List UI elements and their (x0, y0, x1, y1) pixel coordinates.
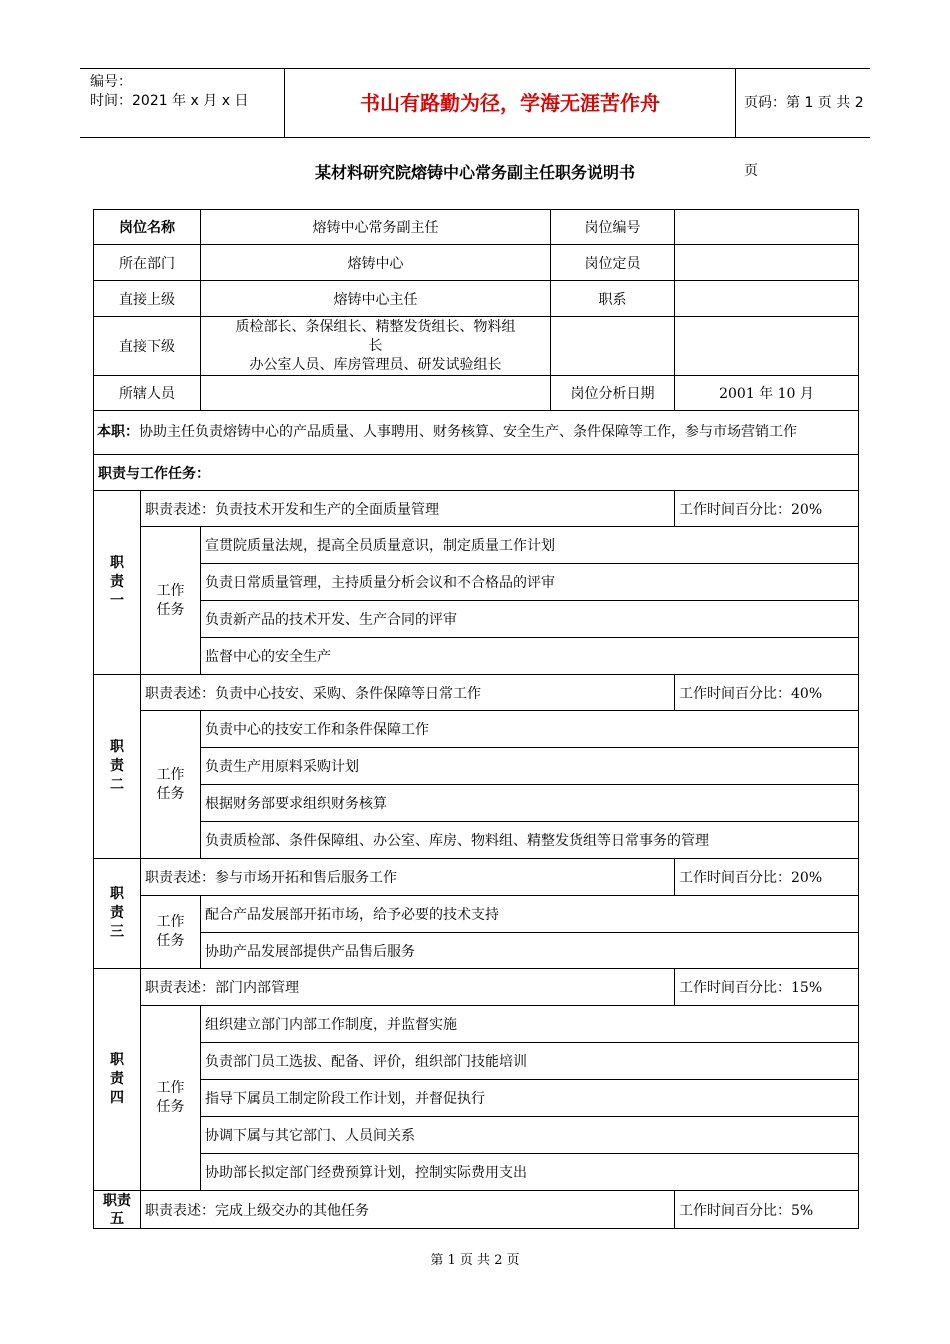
duty-3-task-label (141, 896, 201, 969)
duty-5-pct: 工作时间百分比：5% (675, 1191, 859, 1229)
duty-2-pct: 工作时间百分比：40% (675, 675, 859, 711)
duty-2-task: 根据财务部要求组织财务核算 (201, 785, 859, 822)
duties-header: 职责与工作任务： (94, 455, 859, 491)
duty-1-label-line: 责 (110, 574, 124, 590)
duty-3-label-line: 三 (110, 924, 124, 940)
task-label-line: 工作 (156, 914, 185, 930)
headcount-label: 岗位定员 (551, 245, 675, 281)
duty-2-label-line: 职 (110, 739, 124, 755)
duty-2-label (94, 675, 141, 859)
subordinate-value (201, 317, 551, 376)
duty-2-desc: 职责表述：负责中心技安、采购、条件保障等日常工作 (141, 675, 675, 711)
headcount-value (675, 245, 859, 281)
duty-5-label (94, 1191, 141, 1229)
duty-3-pct: 工作时间百分比：20% (675, 859, 859, 896)
subordinates-line-1: 质检部长、条保组长、精整发货组长、物料组 (235, 318, 516, 335)
task-label-line: 工作 (156, 582, 185, 599)
duty-4-desc: 职责表述：部门内部管理 (141, 969, 675, 1006)
series-value (675, 281, 859, 317)
duty-2-task: 负责生产用原料采购计划 (201, 748, 859, 785)
duty-1-desc: 职责表述：负责技术开发和生产的全面质量管理 (141, 491, 675, 527)
page-footer: 第 1 页 共 2 页 (430, 1253, 520, 1268)
subordinates-line-3: 办公室人员、库房管理员、研发试验组长 (249, 356, 502, 373)
staff-value (201, 376, 551, 411)
duty-3-desc: 职责表述：参与市场开拓和售后服务工作 (141, 859, 675, 896)
duty-1-label-line: 一 (110, 593, 124, 609)
analysis-date-value: 2001 年 10 月 (675, 376, 859, 411)
duty-5-label-line: 职责 (103, 1192, 131, 1209)
duty-summary (94, 411, 859, 455)
duty-4-task: 负责部门员工选拔、配备、评价，组织部门技能培训 (201, 1043, 859, 1080)
task-label-line: 工作 (156, 1080, 185, 1096)
duty-3-task: 协助产品发展部提供产品售后服务 (201, 933, 859, 969)
series-label: 职系 (551, 281, 675, 317)
duty-3-label (94, 859, 141, 969)
duty-3-label-line: 责 (110, 905, 124, 921)
duty-1-task: 负责新产品的技术开发、生产合同的评审 (201, 601, 859, 638)
document-title: 某材料研究院熔铸中心常务副主任职务说明书 (314, 163, 635, 182)
task-label-line: 任务 (156, 1099, 185, 1115)
duty-2-label-line: 责 (110, 758, 124, 774)
duty-4-task-label (141, 1006, 201, 1191)
duty-4-label (94, 969, 141, 1191)
number-label: 编号： (90, 74, 132, 90)
duty-2-task: 负责质检部、条件保障组、办公室、库房、物料组、精整发货组等日常事务的管理 (201, 822, 859, 859)
duty-5-desc: 职责表述：完成上级交办的其他任务 (141, 1191, 675, 1229)
staff-label: 所辖人员 (94, 376, 201, 411)
subordinates-line-2: 长 (368, 337, 383, 354)
superior-label: 直接上级 (94, 281, 201, 317)
duty-1-task: 宣贯院质量法规，提高全员质量意识，制定质量工作计划 (201, 527, 859, 564)
duty-4-label-line: 责 (110, 1071, 124, 1087)
duty-4-label-line: 职 (110, 1052, 124, 1068)
empty-cell (675, 317, 859, 376)
duty-4-task: 协助部长拟定部门经费预算计划，控制实际费用支出 (201, 1154, 859, 1191)
duty-3-task: 配合产品发展部开拓市场，给予必要的技术支持 (201, 896, 859, 933)
dept-value: 熔铸中心 (201, 245, 551, 281)
header-meta (80, 69, 280, 137)
duty-1-task: 负责日常质量管理，主持质量分析会议和不合格品的评审 (201, 564, 859, 601)
page-info: 页码：第 1 页 共 2 页 (744, 95, 864, 179)
duty-2-label-line: 二 (110, 777, 124, 793)
task-label-line: 任务 (156, 785, 185, 802)
duty-2-task: 负责中心的技安工作和条件保障工作 (201, 711, 859, 748)
position-code-label: 岗位编号 (551, 210, 675, 245)
date-label: 时间：2021 年 x 月 x 日 (90, 93, 249, 109)
duty-1-task: 监督中心的安全生产 (201, 638, 859, 675)
duty-4-task: 协调下属与其它部门、人员间关系 (201, 1117, 859, 1154)
task-label-line: 工作 (156, 766, 185, 783)
duty-1-pct: 工作时间百分比：20% (675, 491, 859, 527)
dept-label: 所在部门 (94, 245, 201, 281)
task-label-line: 任务 (156, 601, 185, 618)
duty-4-label-line: 四 (110, 1090, 124, 1106)
header-motto: 书山有路勤为径，学海无涯苦作舟 (284, 69, 736, 137)
duty-3-label-line: 职 (110, 886, 124, 902)
task-label-line: 任务 (156, 933, 185, 949)
duty-4-task: 指导下属员工制定阶段工作计划，并督促执行 (201, 1080, 859, 1117)
duty-1-label-line: 职 (110, 555, 124, 571)
duty-4-task: 组织建立部门内部工作制度，并监督实施 (201, 1006, 859, 1043)
position-name: 熔铸中心常务副主任 (201, 210, 551, 245)
subordinate-label: 直接下级 (94, 317, 201, 376)
duty-1-task-label (141, 527, 201, 675)
analysis-date-label: 岗位分析日期 (551, 376, 675, 411)
position-name-label: 岗位名称 (94, 210, 201, 245)
duty-5-label-line: 五 (110, 1210, 124, 1227)
duty-label: 本职： (97, 424, 139, 440)
superior-value: 熔铸中心主任 (201, 281, 551, 317)
duty-4-pct: 工作时间百分比：15% (675, 969, 859, 1006)
duty-1-label (94, 491, 141, 675)
position-code (675, 210, 859, 245)
duty-2-task-label (141, 711, 201, 859)
job-description-table (93, 209, 859, 1229)
duty-text: 协助主任负责熔铸中心的产品质量、人事聘用、财务核算、安全生产、条件保障等工作，参与市场营销工作 (139, 424, 797, 440)
empty-cell (551, 317, 675, 376)
